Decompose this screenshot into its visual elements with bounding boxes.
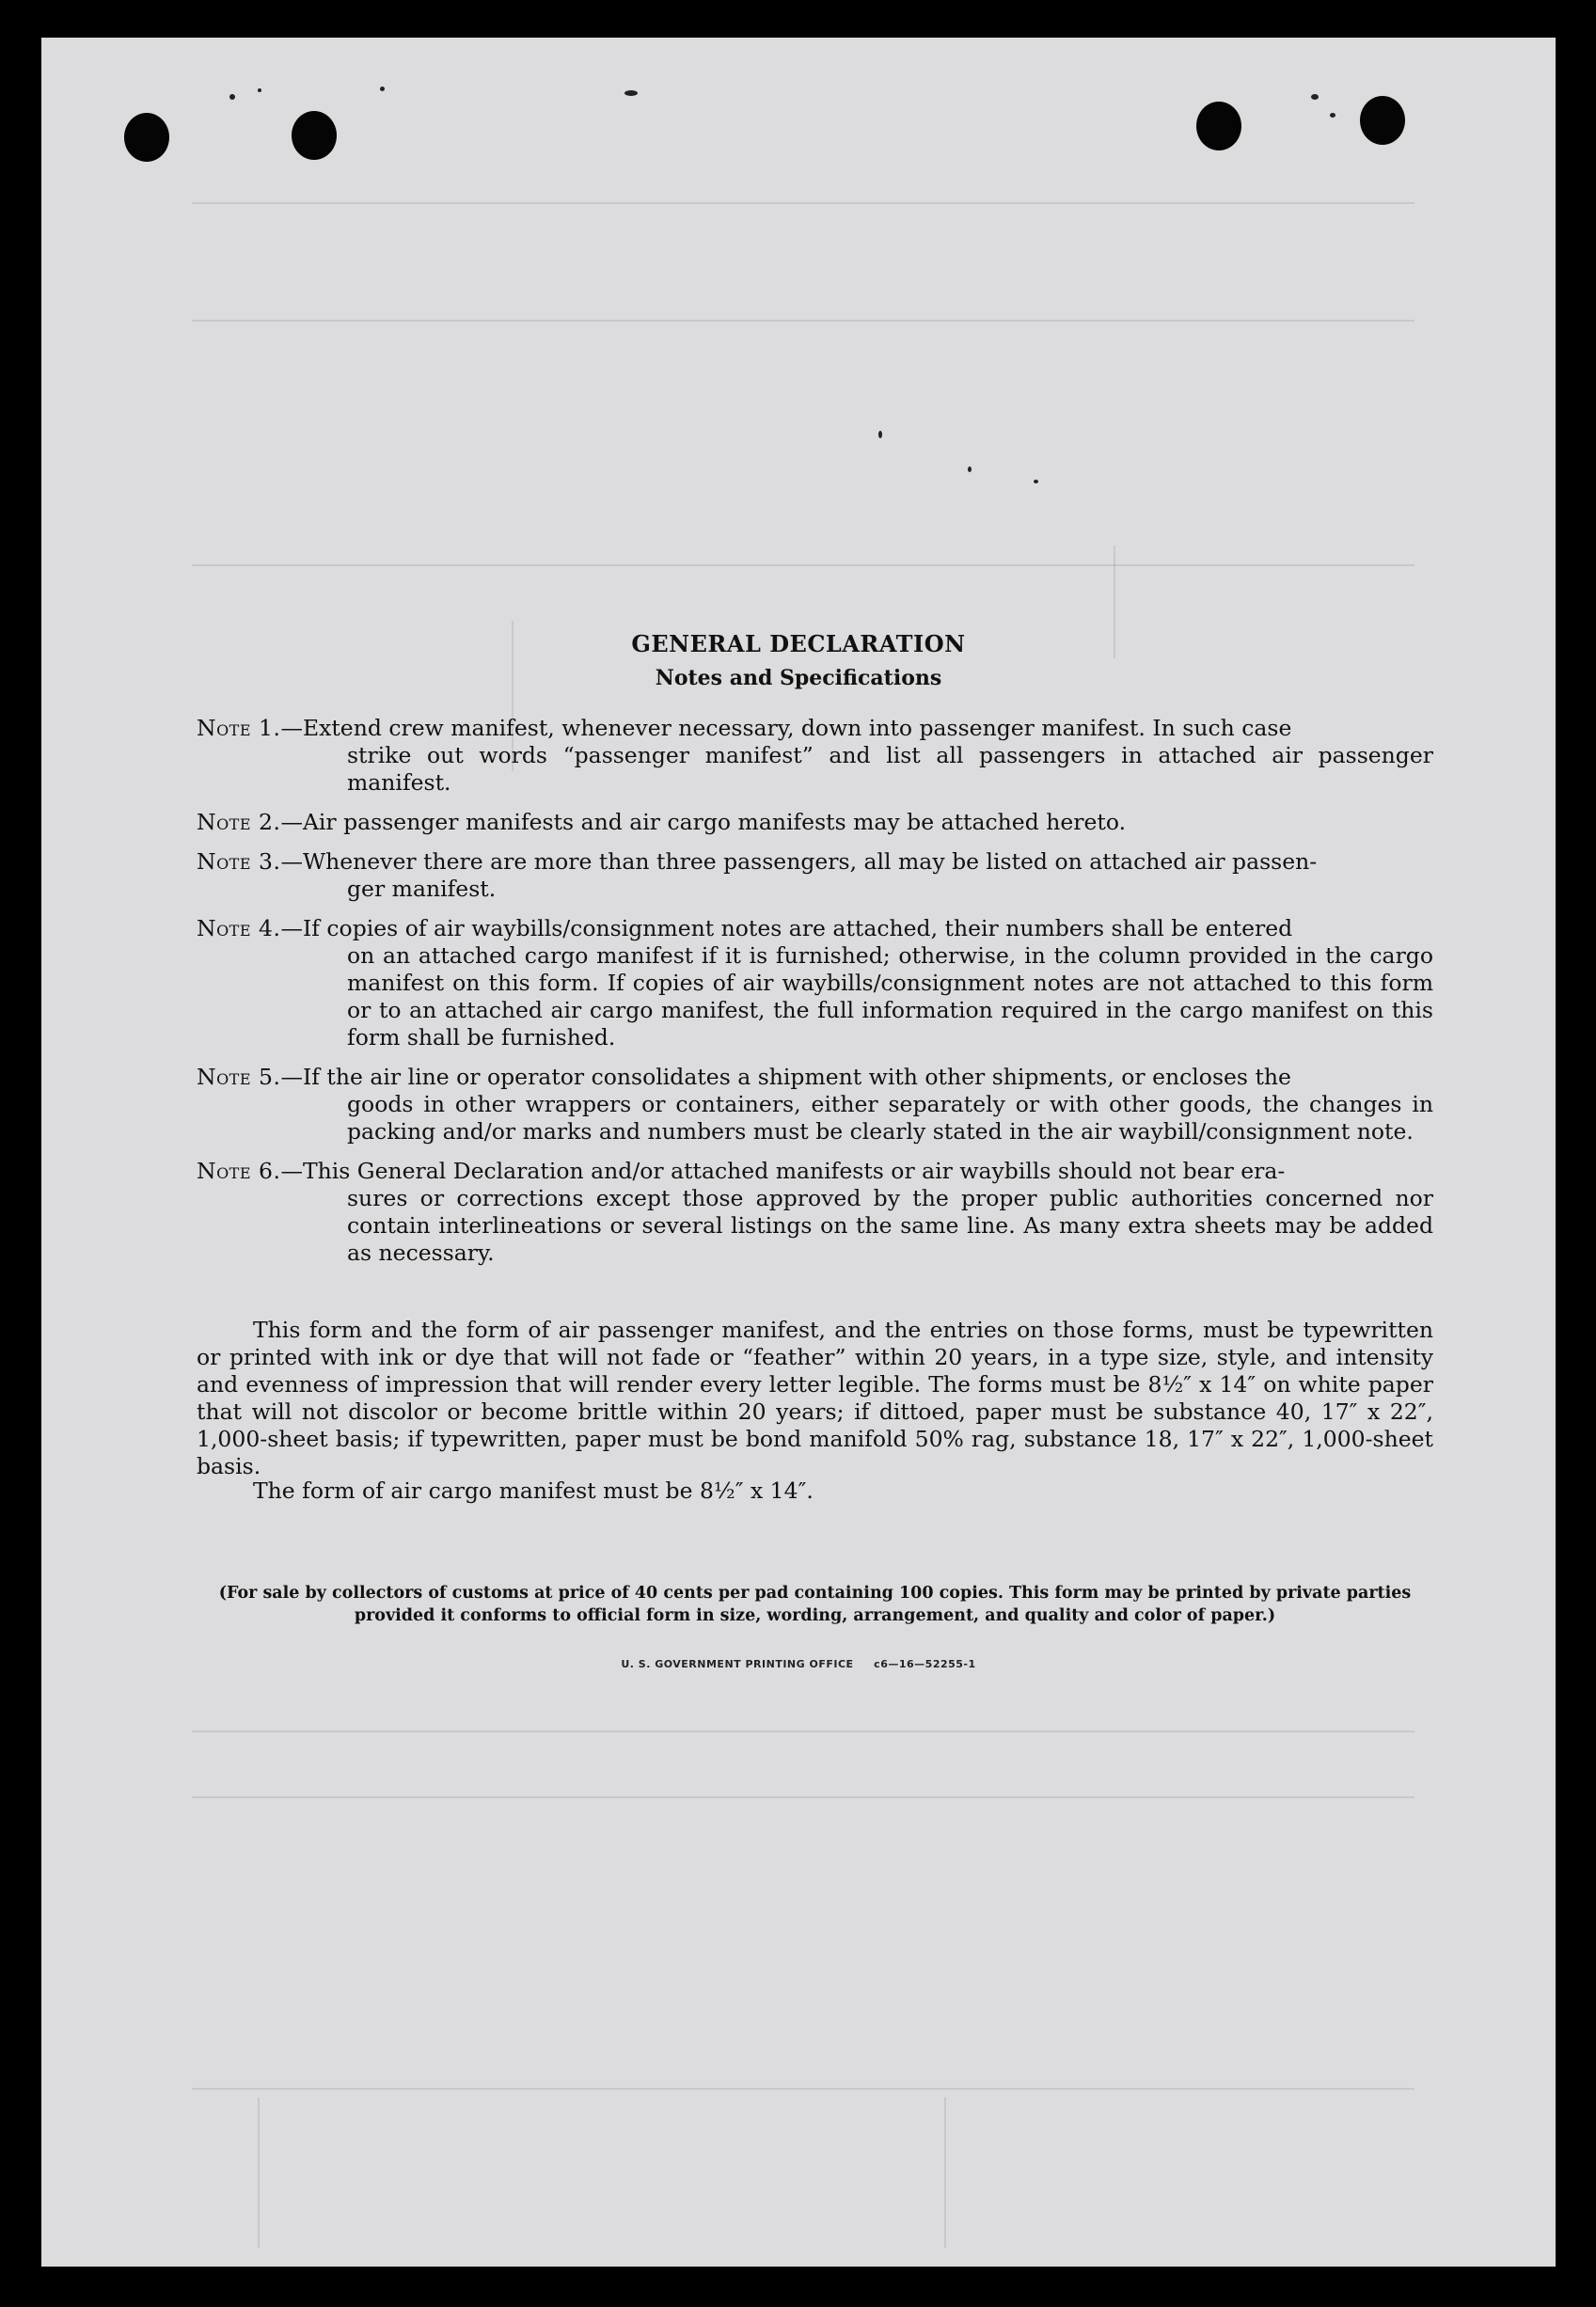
note-1 [197, 715, 1433, 797]
bleed-through-rule [192, 320, 1414, 322]
punch-hole [124, 113, 169, 162]
note-text: —Extend crew manifest, whenever necessary, down into passenger manifest. In such case [280, 715, 1292, 741]
punch-hole [1196, 102, 1241, 150]
bleed-through-rule [944, 2097, 946, 2248]
page-subtitle: Notes and Specifications [655, 666, 942, 690]
bleed-through-rule [192, 1730, 1414, 1732]
note-label: Note 4. [197, 915, 281, 941]
note-text: —This General Declaration and/or attached manifests or air waybills should not bear era- [280, 1158, 1286, 1184]
sale-note: (For sale by collectors of customs at price of 40 cents per pad containing 100 copies. This form may be printed by private parties provided it conforms to official form in size, wording, arrangement, and quality and color of paper.) [218, 1584, 1412, 1625]
speck [258, 88, 261, 92]
note-text: —Whenever there are more than three passengers, all may be listed on attached air passen- [280, 848, 1318, 875]
form-requirements-paragraph: This form and the form of air passenger manifest, and the entries on those forms, must be typewritten or printed with ink or dye that will not fade or “feather” within 20 years, in a type size, style, and intensity and evenness of impression that will render every letter legible. The forms must be 8½″ x 14″ on white paper that will not discolor or become brittle within 20 years; if dittoed, paper must be substance 40, 17″ x 22″, 1,000-sheet basis; if typewritten, paper must be bond manifold 50% rag, substance 18, 17″ x 22″, 1,000-sheet basis. [197, 1317, 1433, 1479]
note-text-continued: on an attached cargo manifest if it is furnished; otherwise, in the column provided in the cargo manifest on this form. If copies of air waybills/consignment notes are not attached to this form or to an attached air cargo manifest, the full information required in the cargo manifest on this form shall be furnished. [347, 942, 1433, 1051]
notes-list [197, 715, 1433, 1279]
note-6 [197, 1158, 1433, 1267]
speck [380, 87, 385, 91]
printer-line: U. S. GOVERNMENT PRINTING OFFICE c6—16—52255-1 [621, 1658, 976, 1670]
punch-hole [292, 111, 337, 160]
note-label: Note 5. [197, 1064, 281, 1090]
note-text-continued: strike out words “passenger manifest” and list all passengers in attached air passenger manifest. [347, 742, 1433, 796]
note-text: —If the air line or operator consolidates a shipment with other shipments, or encloses the [280, 1064, 1291, 1090]
note-text-continued: ger manifest. [347, 876, 497, 902]
punch-hole [1360, 96, 1405, 145]
speck [968, 466, 972, 472]
note-text-continued: goods in other wrappers or containers, either separately or with other goods, the changes in packing and/or marks and numbers must be clearly stated in the air waybill/consignment note. [347, 1091, 1433, 1145]
note-text: —If copies of air waybills/consignment notes are attached, their numbers shall be entered [280, 915, 1293, 941]
bleed-through-rule [192, 1796, 1414, 1798]
note-label: Note 1. [197, 715, 281, 741]
speck [624, 90, 638, 96]
speck [229, 94, 235, 100]
bleed-through-rule [192, 2088, 1414, 2090]
bleed-through-rule [192, 564, 1414, 566]
note-4 [197, 915, 1433, 1051]
cargo-manifest-size-line: The form of air cargo manifest must be 8½″ x 14″. [253, 1477, 814, 1504]
note-5 [197, 1064, 1433, 1146]
speck [1311, 94, 1319, 100]
note-3 [197, 848, 1433, 903]
document-page [41, 38, 1556, 2267]
page-title: GENERAL DECLARATION [631, 630, 966, 657]
note-text: —Air passenger manifests and air cargo manifests may be attached hereto. [280, 809, 1127, 835]
speck [1034, 480, 1038, 483]
speck [878, 431, 882, 438]
note-label: Note 2. [197, 809, 281, 835]
bleed-through-rule [258, 2097, 260, 2248]
bleed-through-rule [192, 202, 1414, 204]
note-text-continued: sures or corrections except those approved by the proper public authorities concerned nor contain interlineations or several listings on the same line. As many extra sheets may be added as necessary. [347, 1185, 1433, 1266]
note-2 [197, 809, 1433, 836]
note-label: Note 3. [197, 848, 281, 875]
speck [1330, 113, 1335, 118]
note-label: Note 6. [197, 1158, 281, 1184]
